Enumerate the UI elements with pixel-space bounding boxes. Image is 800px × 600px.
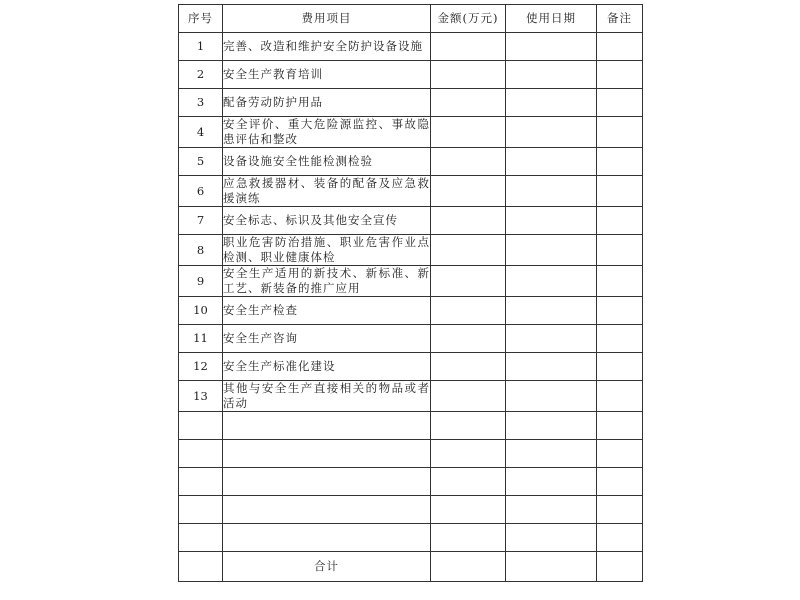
blank-row	[179, 412, 643, 440]
total-label: 合计	[223, 552, 431, 582]
amount-cell[interactable]	[431, 266, 506, 297]
amount-cell[interactable]	[431, 440, 506, 468]
expense-item: 完善、改造和维护安全防护设备设施	[223, 33, 431, 61]
expense-table	[178, 4, 643, 582]
row-number: 4	[179, 117, 223, 148]
row-number: 9	[179, 266, 223, 297]
table-row	[179, 297, 643, 325]
blank-row	[179, 524, 643, 552]
table-row	[179, 381, 643, 412]
row-number: 6	[179, 176, 223, 207]
amount-cell[interactable]	[431, 412, 506, 440]
date-cell[interactable]	[506, 353, 597, 381]
row-number: 1	[179, 33, 223, 61]
amount-cell[interactable]	[431, 117, 506, 148]
expense-item: 设备设施安全性能检测检验	[223, 148, 431, 176]
expense-item: 安全生产标准化建设	[223, 353, 431, 381]
date-cell[interactable]	[506, 468, 597, 496]
date-cell[interactable]	[506, 235, 597, 266]
amount-cell[interactable]	[431, 297, 506, 325]
blank-row	[179, 496, 643, 524]
expense-item: 安全标志、标识及其他安全宣传	[223, 207, 431, 235]
remark-cell[interactable]	[597, 381, 643, 412]
row-number: 8	[179, 235, 223, 266]
header-date: 使用日期	[506, 5, 597, 33]
expense-item: 职业危害防治措施、职业危害作业点检测、职业健康体检	[223, 235, 430, 264]
remark-cell[interactable]	[597, 325, 643, 353]
remark-cell[interactable]	[597, 117, 643, 148]
date-cell[interactable]	[506, 412, 597, 440]
remark-cell[interactable]	[597, 176, 643, 207]
total-number-cell	[179, 552, 223, 582]
remark-cell[interactable]	[597, 207, 643, 235]
date-cell[interactable]	[506, 176, 597, 207]
table-row	[179, 148, 643, 176]
total-amount-cell[interactable]	[431, 552, 506, 582]
expense-item: 安全生产咨询	[223, 325, 431, 353]
blank-item-cell[interactable]	[223, 496, 431, 524]
row-number: 3	[179, 89, 223, 117]
amount-cell[interactable]	[431, 235, 506, 266]
row-number: 13	[179, 381, 223, 412]
remark-cell[interactable]	[597, 61, 643, 89]
remark-cell[interactable]	[597, 148, 643, 176]
total-row	[179, 552, 643, 582]
table-row	[179, 33, 643, 61]
header-amount: 金额(万元)	[431, 5, 506, 33]
date-cell[interactable]	[506, 148, 597, 176]
expense-item: 安全生产教育培训	[223, 61, 431, 89]
table-row	[179, 89, 643, 117]
remark-cell[interactable]	[597, 33, 643, 61]
amount-cell[interactable]	[431, 148, 506, 176]
expense-item: 安全评价、重大危险源监控、事故隐患评估和整改	[223, 117, 430, 146]
remark-cell[interactable]	[597, 412, 643, 440]
header-no: 序号	[179, 5, 223, 33]
total-date-cell[interactable]	[506, 552, 597, 582]
amount-cell[interactable]	[431, 89, 506, 117]
remark-cell[interactable]	[597, 266, 643, 297]
blank-number-cell[interactable]	[179, 440, 223, 468]
expense-item: 安全生产检查	[223, 297, 431, 325]
expense-item: 其他与安全生产直接相关的物品或者活动	[223, 381, 430, 410]
date-cell[interactable]	[506, 89, 597, 117]
amount-cell[interactable]	[431, 176, 506, 207]
table-row	[179, 207, 643, 235]
row-number: 12	[179, 353, 223, 381]
row-number: 2	[179, 61, 223, 89]
blank-item-cell[interactable]	[223, 440, 431, 468]
amount-cell[interactable]	[431, 325, 506, 353]
table-row	[179, 353, 643, 381]
row-number: 7	[179, 207, 223, 235]
date-cell[interactable]	[506, 440, 597, 468]
table-row	[179, 61, 643, 89]
expense-item: 安全生产适用的新技术、新标准、新工艺、新装备的推广应用	[223, 266, 430, 295]
remark-cell[interactable]	[597, 524, 643, 552]
date-cell[interactable]	[506, 61, 597, 89]
amount-cell[interactable]	[431, 524, 506, 552]
expense-item: 配备劳动防护用品	[223, 89, 431, 117]
date-cell[interactable]	[506, 33, 597, 61]
amount-cell[interactable]	[431, 33, 506, 61]
remark-cell[interactable]	[597, 235, 643, 266]
amount-cell[interactable]	[431, 381, 506, 412]
amount-cell[interactable]	[431, 61, 506, 89]
date-cell[interactable]	[506, 496, 597, 524]
blank-row	[179, 440, 643, 468]
total-remark-cell[interactable]	[597, 552, 643, 582]
row-number: 10	[179, 297, 223, 325]
row-number: 11	[179, 325, 223, 353]
date-cell[interactable]	[506, 381, 597, 412]
header-item: 费用项目	[223, 5, 431, 33]
remark-cell[interactable]	[597, 468, 643, 496]
table-row	[179, 235, 643, 266]
blank-item-cell[interactable]	[223, 524, 431, 552]
expense-item: 应急救援器材、装备的配备及应急救援演练	[223, 176, 430, 205]
table-row	[179, 266, 643, 297]
blank-number-cell[interactable]	[179, 468, 223, 496]
blank-number-cell[interactable]	[179, 496, 223, 524]
blank-number-cell[interactable]	[179, 412, 223, 440]
blank-number-cell[interactable]	[179, 524, 223, 552]
blank-item-cell[interactable]	[223, 412, 431, 440]
header-row	[179, 5, 643, 33]
date-cell[interactable]	[506, 297, 597, 325]
date-cell[interactable]	[506, 117, 597, 148]
row-number: 5	[179, 148, 223, 176]
remark-cell[interactable]	[597, 297, 643, 325]
table-row	[179, 176, 643, 207]
remark-cell[interactable]	[597, 89, 643, 117]
remark-cell[interactable]	[597, 353, 643, 381]
date-cell[interactable]	[506, 207, 597, 235]
amount-cell[interactable]	[431, 496, 506, 524]
date-cell[interactable]	[506, 266, 597, 297]
date-cell[interactable]	[506, 325, 597, 353]
table-row	[179, 325, 643, 353]
remark-cell[interactable]	[597, 496, 643, 524]
date-cell[interactable]	[506, 524, 597, 552]
blank-row	[179, 468, 643, 496]
header-remark: 备注	[597, 5, 643, 33]
remark-cell[interactable]	[597, 440, 643, 468]
amount-cell[interactable]	[431, 468, 506, 496]
blank-item-cell[interactable]	[223, 468, 431, 496]
table-row	[179, 117, 643, 148]
amount-cell[interactable]	[431, 353, 506, 381]
amount-cell[interactable]	[431, 207, 506, 235]
